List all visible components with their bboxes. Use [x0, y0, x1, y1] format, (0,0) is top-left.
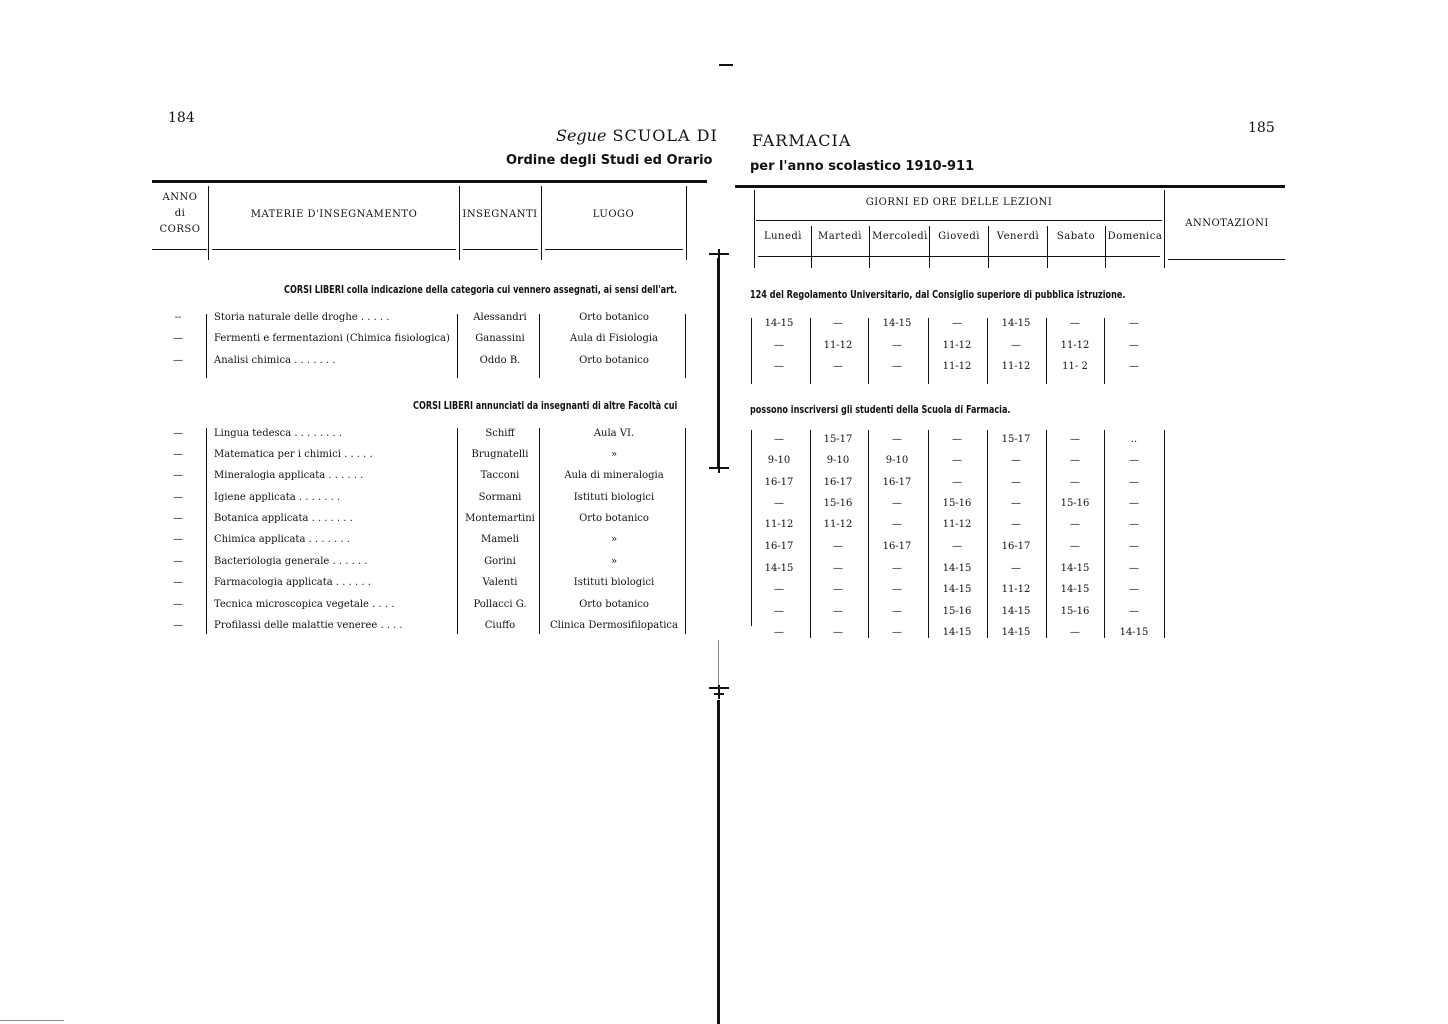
schedule-row: 16-17 — 16-17 — 16-17 — —	[764, 541, 1139, 552]
left-page-number: 184	[168, 110, 195, 126]
day-header: Domenica	[1107, 231, 1163, 242]
schedule-row: 14-15 — — 14-15 — 14-15 —	[764, 563, 1139, 574]
header-rule	[212, 249, 456, 250]
day-header: Martedì	[817, 231, 863, 242]
day-header: Venerdì	[996, 231, 1040, 242]
schedule-row: — — — 15-16 14-15 15-16 —	[774, 606, 1139, 617]
divider	[811, 226, 812, 268]
divider	[1105, 226, 1106, 268]
day-header: Lunedì	[763, 231, 803, 242]
right-section1-title: 124 del Regolamento Universitario, dal Consiglio superiore di pubblica istruzione.	[750, 288, 1126, 301]
table-row: — Profilassi delle malattie veneree . . . . Ciuffo Clinica Dermosifilopatica	[173, 620, 678, 631]
divider	[929, 226, 930, 268]
anno-header: ANNO di CORSO	[159, 192, 201, 235]
divider	[208, 186, 209, 260]
day-header: Giovedì	[938, 231, 980, 242]
left-subheader: Ordine degli Studi ed Orario	[506, 153, 713, 168]
left-header-title	[556, 126, 718, 145]
page-edge-mark	[0, 1020, 64, 1021]
schedule-row: 16-17 16-17 16-17 — — — —	[764, 477, 1139, 488]
divider	[686, 186, 687, 260]
divider	[1164, 190, 1165, 268]
divider	[988, 226, 989, 268]
table-row: — Tecnica microscopica vegetale . . . . Pollacci G. Orto botanico	[173, 599, 649, 610]
left-section1-title: CORSI LIBERI colla indicazione della categoria cui vennero assegnati, ai sensi dell'art.	[284, 283, 678, 296]
schedule-row: — — — 14-15 14-15 — 14-15	[774, 627, 1149, 638]
table-row: — Analisi chimica . . . . . . . Oddo B. Orto botanico	[173, 355, 649, 366]
binding-spine-lower	[717, 700, 720, 1024]
table-row: — Matematica per i chimici . . . . . Brugnatelli »	[173, 449, 618, 460]
binding-clip-icon	[708, 684, 730, 700]
day-header: Mercoledì	[872, 231, 928, 242]
schedule-row: — 15-16 — 15-16 — 15-16 —	[774, 498, 1139, 509]
schedule-row: — 11-12 — 11-12 — 11-12 —	[774, 340, 1139, 351]
schedule-row: — — — 14-15 11-12 14-15 —	[774, 584, 1139, 595]
table-row: — Igiene applicata . . . . . . . Sormani Istituti biologici	[173, 492, 655, 503]
table-row: — Chimica applicata . . . . . . . Mameli »	[173, 534, 618, 545]
schedule-row: 9-10 9-10 9-10 — — — —	[767, 455, 1139, 466]
right-section2-title: possono inscriversi gli studenti della Scuola di Farmacia.	[750, 403, 1011, 416]
schedule-row: 14-15 — 14-15 — 14-15 — —	[764, 318, 1139, 329]
left-top-rule	[152, 180, 707, 183]
divider	[541, 186, 542, 260]
giorni-rule	[756, 220, 1162, 221]
binding-mark	[719, 64, 733, 66]
right-subheader: per l'anno scolastico 1910-911	[750, 159, 975, 174]
right-page-number: 185	[1248, 120, 1275, 136]
header-rule	[1168, 259, 1285, 260]
binding-clip-icon	[708, 248, 730, 262]
header-rule	[545, 249, 683, 250]
table-row: — Mineralogia applicata . . . . . . Tacconi Aula di mineralogia	[173, 470, 664, 481]
header-rule	[463, 249, 538, 250]
annotazioni-header: ANNOTAZIONI	[1185, 218, 1269, 229]
binding-thread	[718, 640, 719, 690]
giorni-header: GIORNI ED ORE DELLE LEZIONI	[865, 197, 1053, 208]
day-header: Sabato	[1056, 231, 1096, 242]
divider	[1047, 226, 1048, 268]
divider	[869, 226, 870, 268]
table-row: — Fermenti e fermentazioni (Chimica fisiologica) Ganassini Aula di Fisiologia	[173, 333, 659, 344]
schedule-row: 11-12 11-12 — 11-12 — — —	[764, 519, 1139, 530]
right-top-rule	[735, 185, 1285, 188]
insegnanti-header: INSEGNANTI	[462, 209, 538, 220]
table-row: — Farmacologia applicata . . . . . . Valenti Istituti biologici	[173, 577, 655, 588]
divider	[754, 190, 755, 268]
header-caps: SCUOLA DI	[612, 126, 718, 145]
schedule-row: — 15-17 — — 15-17 — ..	[774, 434, 1138, 445]
schedule-row: — — — 11-12 11-12 11- 2 —	[774, 361, 1139, 372]
left-section2-title: CORSI LIBERI annunciati da insegnanti di altre Facoltà cui	[413, 399, 678, 412]
table-row: — Botanica applicata . . . . . . . Montemartini Orto botanico	[173, 513, 649, 524]
luogo-header: LUOGO	[592, 209, 635, 220]
divider	[459, 186, 460, 260]
table-row: -- Storia naturale delle droghe . . . . . Alessandri Orto botanico	[174, 312, 649, 323]
header-italic: Segue	[556, 126, 607, 145]
table-row: — Lingua tedesca . . . . . . . . Schiff Aula VI.	[173, 428, 635, 439]
table-row: — Bacteriologia generale . . . . . . Gorini »	[173, 556, 618, 567]
header-rule	[152, 249, 207, 250]
right-header-title: FARMACIA	[752, 131, 852, 150]
header-rule	[758, 256, 1160, 257]
materie-header: MATERIE D'INSEGNAMENTO	[250, 209, 418, 220]
